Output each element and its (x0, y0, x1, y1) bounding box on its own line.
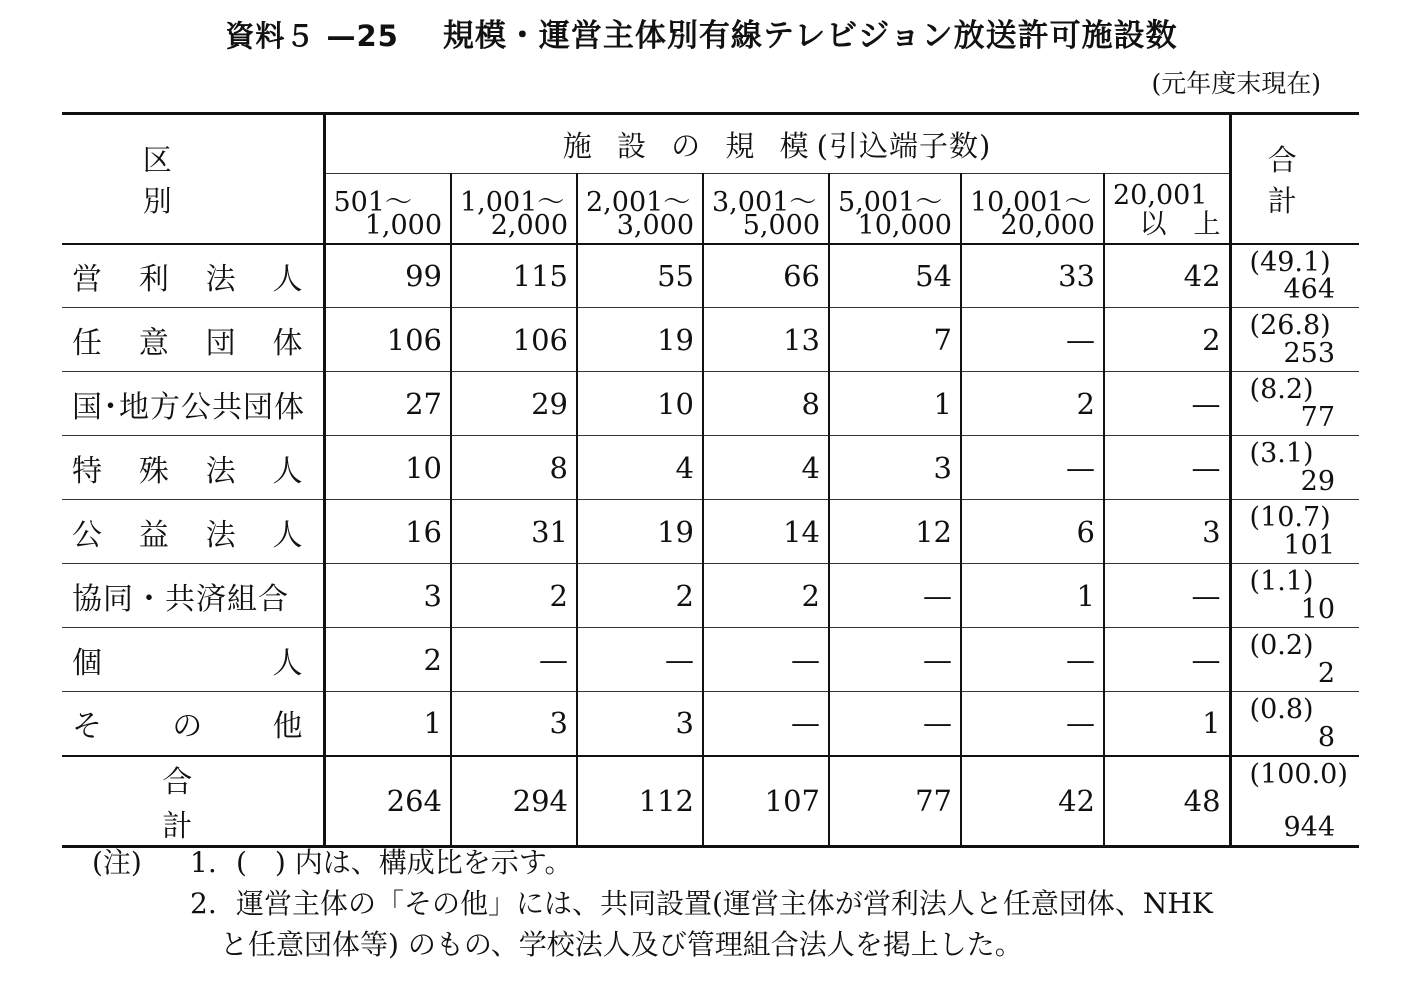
value-cell: 1 (324, 692, 451, 756)
range-header-0 (324, 174, 451, 244)
value-cell: 1 (1104, 692, 1230, 756)
value-cell: — (703, 628, 829, 692)
range-from: 3,001～ (712, 187, 817, 218)
range-from: 10,001～ (970, 187, 1092, 218)
value-cell: 77 (829, 756, 961, 847)
row-label-char: 法 (205, 517, 236, 553)
value-cell: 2 (451, 564, 577, 628)
range-to: 2,000 (490, 209, 568, 241)
row-label-char: 人 (272, 517, 303, 553)
value-cell: 66 (703, 244, 829, 308)
value-cell: — (829, 692, 961, 756)
range-header-2 (577, 174, 703, 244)
value-cell: — (577, 628, 703, 692)
value-cell: — (829, 564, 961, 628)
range-to: 5,000 (742, 209, 820, 241)
note-2-text: 運営主体の「その他」には、共同設置(運営主体が営利法人と任意団体、NHK (236, 887, 1213, 920)
table-row (62, 372, 1359, 436)
value-cell: 2 (577, 564, 703, 628)
range-header-4 (829, 174, 961, 244)
value-cell: 4 (577, 436, 703, 500)
range-from: 2,001～ (586, 187, 691, 218)
notes (92, 842, 1213, 965)
value-cell: — (1104, 436, 1230, 500)
row-total-cell (1230, 500, 1359, 564)
value-cell: — (1104, 564, 1230, 628)
row-label (62, 436, 324, 500)
range-header-3 (703, 174, 829, 244)
note-1-text: ( ) 内は、構成比を示す。 (236, 846, 573, 879)
value-cell: 8 (451, 436, 577, 500)
value-cell: 16 (324, 500, 451, 564)
value-cell: 112 (577, 756, 703, 847)
table-row (62, 308, 1359, 372)
value-cell: 6 (961, 500, 1104, 564)
value-cell: — (961, 692, 1104, 756)
value-cell: 42 (961, 756, 1104, 847)
value-cell: 19 (577, 500, 703, 564)
row-label-text (72, 638, 323, 682)
value-cell: 1 (829, 372, 961, 436)
row-label (62, 500, 324, 564)
row-label-text (72, 701, 323, 745)
row-label (62, 372, 324, 436)
row-total: 77 (1300, 402, 1336, 433)
value-cell: 33 (961, 244, 1104, 308)
row-label (62, 308, 324, 372)
row-label-char: 人 (272, 453, 303, 489)
value-cell: 29 (451, 372, 577, 436)
range-header-1 (451, 174, 577, 244)
range-from: 20,001 (1113, 180, 1208, 211)
row-label-char: 法 (205, 261, 236, 297)
value-cell: 106 (451, 308, 577, 372)
row-label-char: 個 (72, 645, 102, 681)
row-label-text: 国･地方公共団体 (72, 389, 305, 425)
value-cell: 54 (829, 244, 961, 308)
value-cell: 10 (324, 436, 451, 500)
note-1-number: 1. (190, 846, 217, 879)
value-cell: 115 (451, 244, 577, 308)
row-label (62, 692, 324, 756)
value-cell: 48 (1104, 756, 1230, 847)
table-row (62, 244, 1359, 308)
row-label-char: 法 (205, 453, 236, 489)
row-total: 101 (1283, 530, 1336, 561)
scale-caption: 施 設 の 規 模(引込端子数) (324, 114, 1230, 174)
grand-total-row (62, 756, 1359, 847)
row-total-cell (1230, 372, 1359, 436)
row-label-char: 人 (272, 645, 303, 681)
row-total: 944 (1283, 811, 1336, 843)
value-cell: 12 (829, 500, 961, 564)
value-cell: 3 (324, 564, 451, 628)
row-total: 2 (1317, 658, 1336, 689)
grand-total-label: 合計 (62, 756, 324, 847)
row-total: 10 (1300, 594, 1336, 625)
row-label-char: 他 (272, 709, 303, 745)
value-cell: 27 (324, 372, 451, 436)
row-label-text: 協同・共済組合 (72, 581, 289, 617)
value-cell: 106 (324, 308, 451, 372)
range-to: 1,000 (364, 209, 442, 241)
range-from: 1,001～ (460, 187, 565, 218)
share-percent: (0.8) (1249, 694, 1314, 725)
row-label-char: 利 (138, 261, 169, 297)
value-cell: 3 (451, 692, 577, 756)
value-cell: 2 (703, 564, 829, 628)
value-cell: — (829, 628, 961, 692)
table-row (62, 692, 1359, 756)
value-cell: 264 (324, 756, 451, 847)
range-to: 20,000 (1000, 209, 1095, 241)
value-cell: 2 (1104, 308, 1230, 372)
share-percent: (26.8) (1249, 310, 1331, 341)
row-label-char: 公 (72, 517, 102, 553)
value-cell: — (1104, 628, 1230, 692)
row-total-cell (1230, 244, 1359, 308)
share-percent: (100.0) (1249, 758, 1348, 790)
value-cell: 8 (703, 372, 829, 436)
total-header: 合 計 (1230, 114, 1359, 244)
row-total-cell (1230, 436, 1359, 500)
row-label-char: そ (72, 709, 102, 745)
row-label-char: 意 (138, 325, 169, 361)
share-percent: (8.2) (1249, 374, 1314, 405)
value-cell: 55 (577, 244, 703, 308)
row-label-text (72, 254, 323, 298)
row-label-char: 団 (205, 325, 236, 361)
range-header-6 (1104, 174, 1230, 244)
row-label-char: 任 (72, 325, 102, 361)
value-cell: 4 (703, 436, 829, 500)
value-cell: 2 (961, 372, 1104, 436)
value-cell: — (961, 308, 1104, 372)
value-cell: 107 (703, 756, 829, 847)
notes-prefix: (注) (92, 846, 142, 879)
table-row (62, 564, 1359, 628)
row-label (62, 564, 324, 628)
row-label-text (72, 446, 323, 490)
value-cell: 3 (1104, 500, 1230, 564)
value-cell: 3 (829, 436, 961, 500)
value-cell: 31 (451, 500, 577, 564)
range-from: 501～ (333, 187, 413, 218)
row-total-cell (1230, 308, 1359, 372)
row-total-cell (1230, 756, 1359, 847)
range-to: 3,000 (616, 209, 694, 241)
range-from: 5,001～ (838, 187, 943, 218)
share-percent: (3.1) (1249, 438, 1314, 469)
page-title (0, 10, 1403, 55)
row-total: 8 (1317, 721, 1336, 753)
row-label-char: 営 (72, 261, 102, 297)
value-cell: 99 (324, 244, 451, 308)
value-cell: 3 (577, 692, 703, 756)
row-header: 区 別 (62, 114, 324, 244)
value-cell: 13 (703, 308, 829, 372)
value-cell: 10 (577, 372, 703, 436)
range-to: 10,000 (857, 209, 952, 241)
value-cell: 19 (577, 308, 703, 372)
share-percent: (10.7) (1249, 502, 1331, 533)
row-total-cell (1230, 628, 1359, 692)
value-cell: — (451, 628, 577, 692)
row-label (62, 244, 324, 308)
row-label-char: 人 (272, 261, 303, 297)
row-label-char: 殊 (138, 453, 169, 489)
row-total: 29 (1300, 466, 1336, 497)
value-cell: — (703, 692, 829, 756)
table-row (62, 628, 1359, 692)
value-cell: 14 (703, 500, 829, 564)
value-cell: — (961, 628, 1104, 692)
share-percent: (0.2) (1249, 630, 1314, 661)
row-label-char: 益 (138, 517, 169, 553)
row-label-text (72, 510, 323, 554)
table-row (62, 500, 1359, 564)
note-2-number: 2. (190, 887, 217, 920)
material-number: 資料５ —25 (225, 19, 399, 53)
row-label-text (72, 318, 323, 362)
as-of-note: (元年度末現在) (1151, 69, 1321, 98)
note-2-continuation: と任意団体等) のもの、学校法人及び管理組合法人を掲上した。 (220, 928, 1023, 961)
value-cell: 7 (829, 308, 961, 372)
range-header-5 (961, 174, 1104, 244)
value-cell: 42 (1104, 244, 1230, 308)
row-label-char: の (172, 709, 203, 745)
value-cell: — (961, 436, 1104, 500)
row-total: 253 (1283, 338, 1336, 369)
row-label (62, 628, 324, 692)
row-total: 464 (1283, 274, 1336, 305)
value-cell: 2 (324, 628, 451, 692)
share-percent: (49.1) (1249, 246, 1331, 278)
title-text: 規模・運営主体別有線テレビジョン放送許可施設数 (442, 18, 1178, 54)
row-total-cell (1230, 692, 1359, 756)
facilities-table (62, 112, 1359, 848)
value-cell: 294 (451, 756, 577, 847)
value-cell: 1 (961, 564, 1104, 628)
table-row (62, 436, 1359, 500)
row-label-char: 体 (272, 325, 303, 361)
row-label-char: 特 (72, 453, 102, 489)
share-percent: (1.1) (1249, 566, 1314, 597)
range-to: 以 上 (1139, 208, 1221, 240)
row-total-cell (1230, 564, 1359, 628)
value-cell: — (1104, 372, 1230, 436)
